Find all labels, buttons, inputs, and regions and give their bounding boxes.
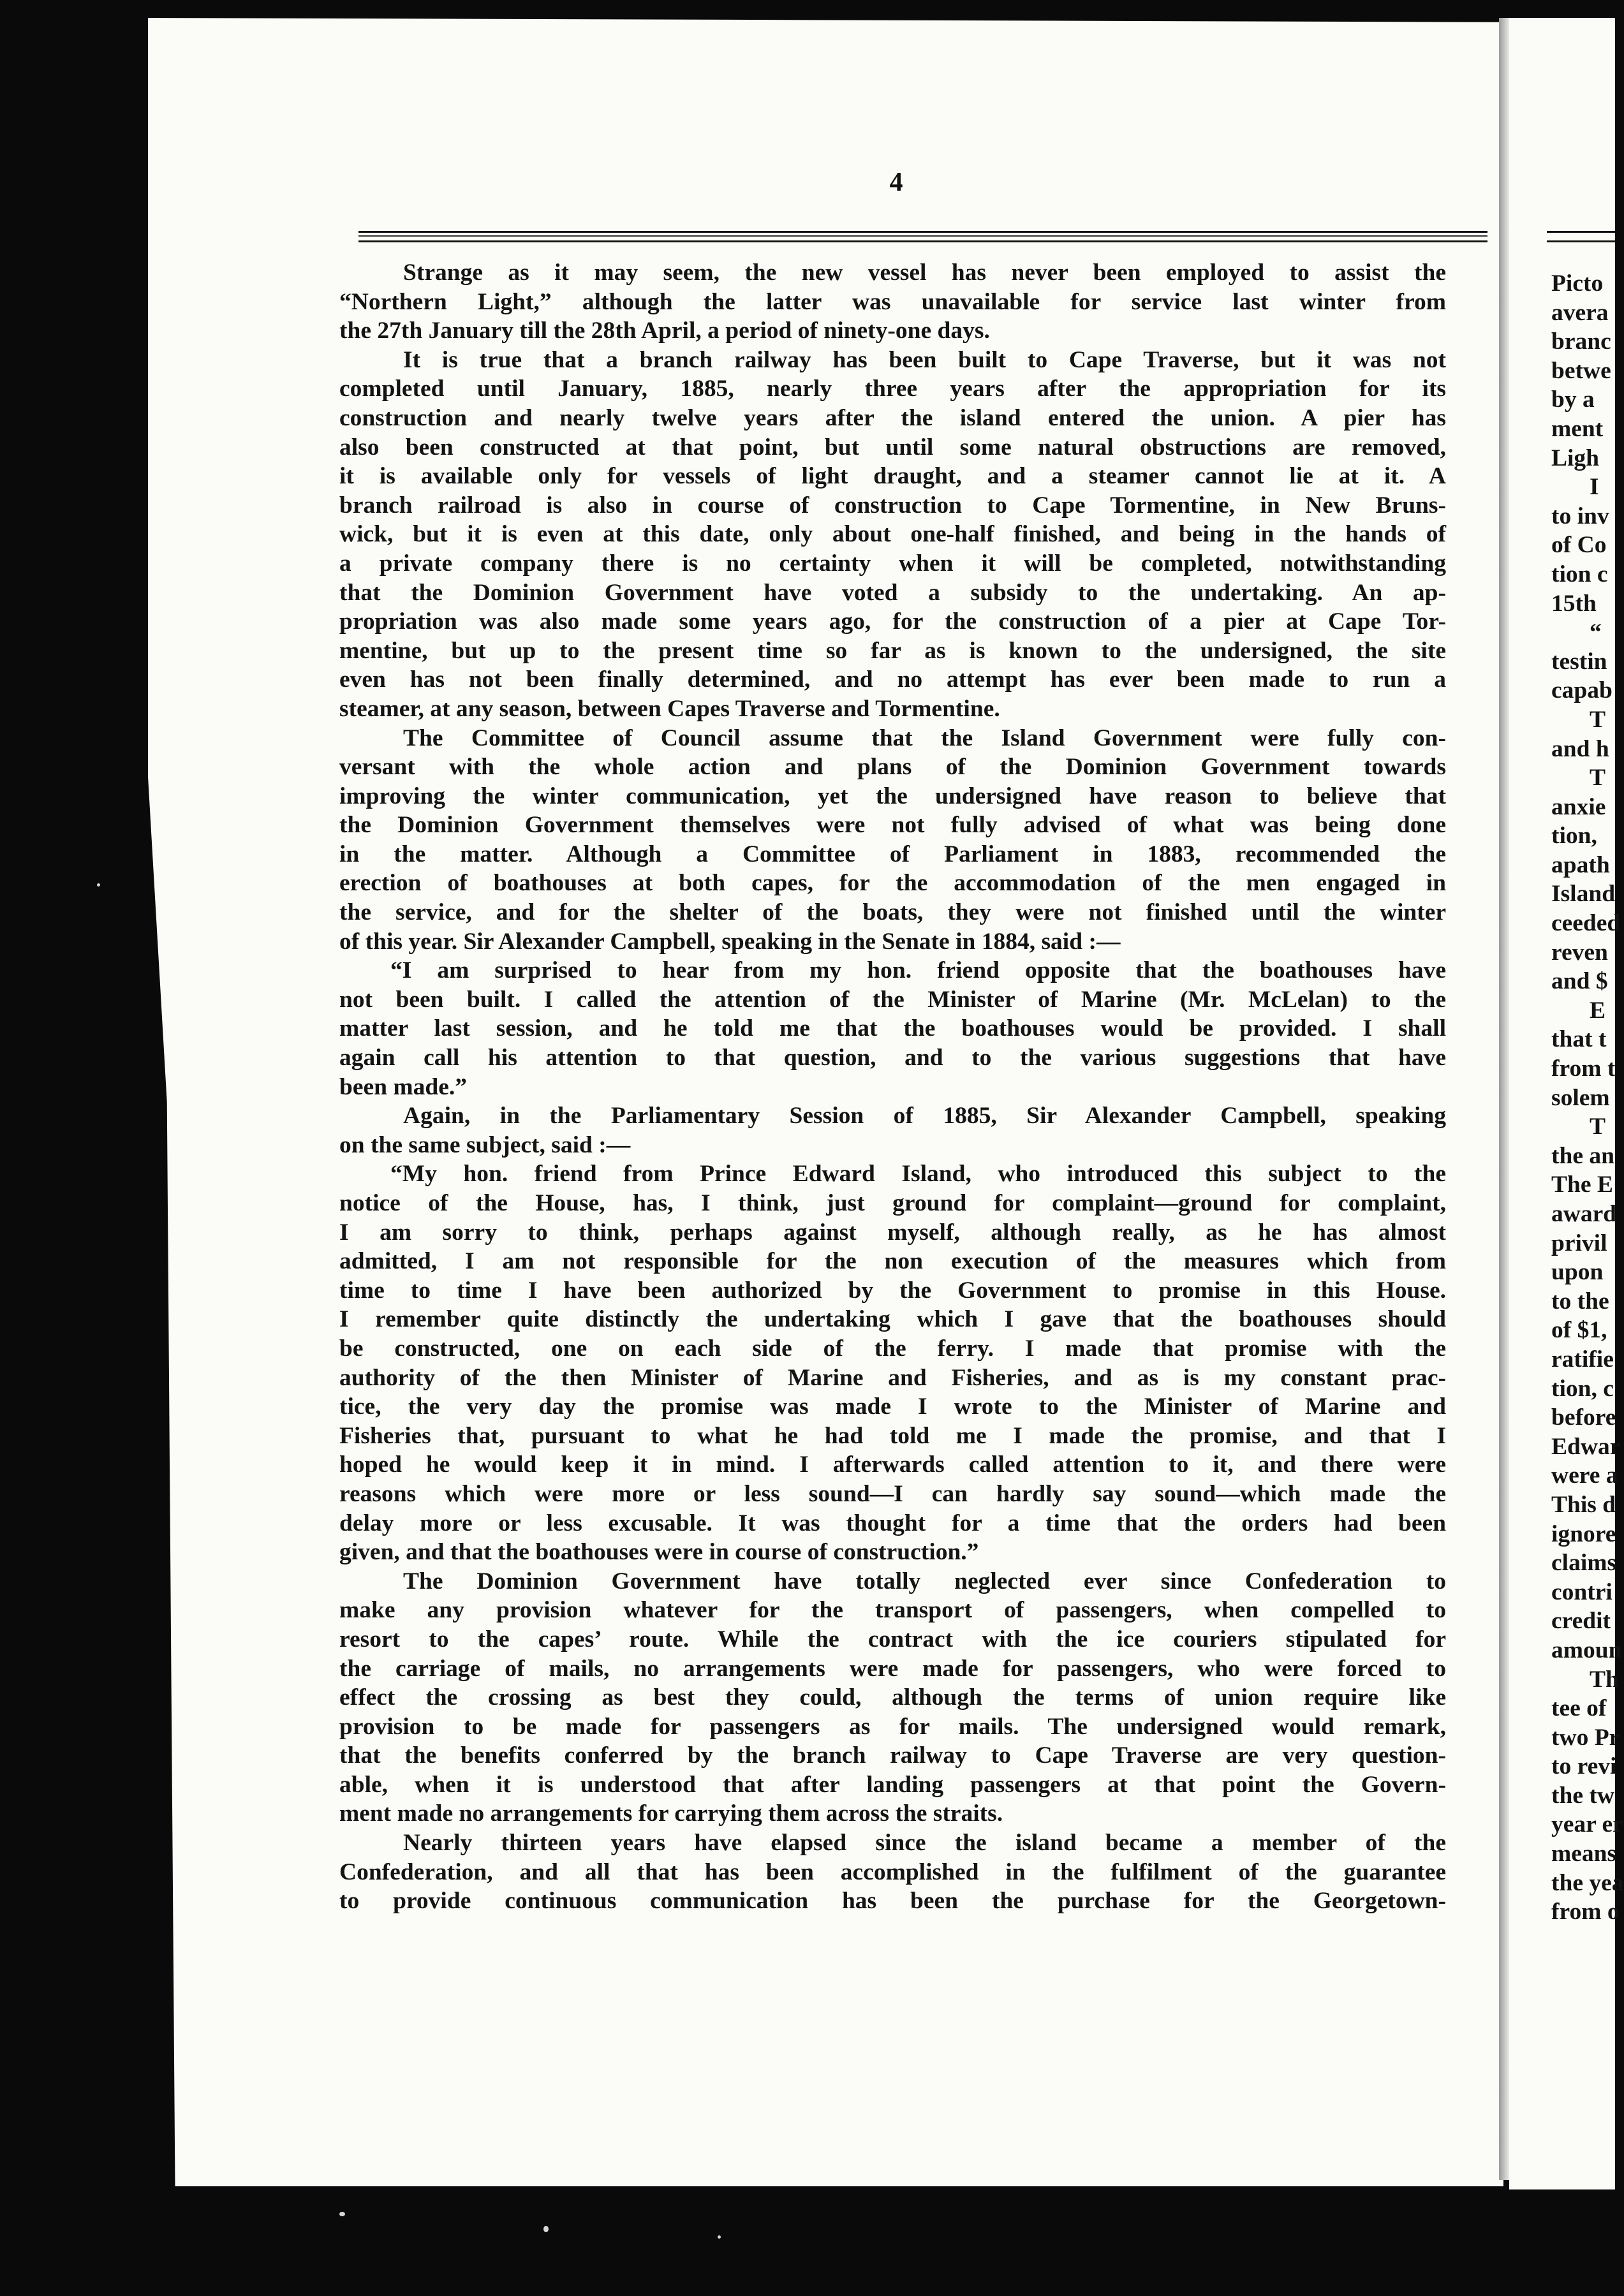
facing-page-text-line: of $1, — [1551, 1317, 1607, 1344]
main-text-column — [339, 258, 1446, 1916]
facing-page-text-line: solem — [1551, 1084, 1610, 1111]
body-text-line: a private company there is no certainty when it will be completed, notwithstanding — [339, 550, 1446, 577]
facing-page-text-line: betwe — [1551, 357, 1611, 384]
facing-page-text-column — [1551, 269, 1624, 1927]
facing-page-text-line: anxie — [1551, 793, 1606, 820]
body-text-line: it is available only for vessels of light draught, and a steamer cannot lie at it. A — [339, 463, 1446, 490]
body-text-line: not been built. I called the attention of the Minister of Marine (Mr. McLelan) to the — [339, 986, 1446, 1013]
body-text-line: construction and nearly twelve years after the island entered the union. A pier has — [339, 404, 1446, 431]
body-text-line: also been constructed at that point, but until some natural obstructions are removed, — [339, 434, 1446, 460]
body-text-line: branch railroad is also in course of construction to Cape Tormentine, in New Bruns- — [339, 492, 1446, 519]
facing-page-text-line: that t — [1551, 1026, 1607, 1053]
facing-page-text-line: ceeded — [1551, 910, 1621, 937]
body-text-line: mentine, but up to the present time so far as is known to the undersigned, the site — [339, 637, 1446, 664]
body-text-line: notice of the House, has, I think, just ground for complaint—ground for complaint, — [339, 1190, 1446, 1216]
body-text-line: steamer, at any season, between Capes Traverse and Tormentine. — [339, 695, 1000, 722]
body-text-line: the Dominion Government themselves were not fully advised of what was being done — [339, 812, 1446, 839]
facing-page-text-line: to revi — [1551, 1753, 1617, 1780]
facing-page-text-line: tee of — [1551, 1695, 1607, 1722]
facing-page-text-line: credit — [1551, 1608, 1611, 1635]
body-text-line: improving the winter communication, yet the undersigned have reason to believe that — [339, 783, 1446, 809]
facing-page-text-line: before — [1551, 1404, 1616, 1431]
facing-page-text-line: Picto — [1551, 270, 1604, 297]
facing-page-text-line: contri — [1551, 1578, 1613, 1605]
facing-page-text-line: and $ — [1551, 968, 1608, 995]
facing-page-text-line: year er — [1551, 1811, 1623, 1838]
facing-page-text-line: amoun — [1551, 1637, 1622, 1663]
facing-page-text-line: Island — [1551, 881, 1616, 908]
body-text-line: delay more or less excusable. It was thought for a time that the orders had been — [339, 1510, 1446, 1536]
facing-page-text-line: Edwar — [1551, 1433, 1621, 1460]
facing-page-text-line: means — [1551, 1841, 1617, 1867]
body-text-line: effect the crossing as best they could, although the terms of union require like — [339, 1684, 1446, 1711]
scan-speck — [718, 2235, 721, 2239]
facing-page-text-line: two Pr — [1551, 1724, 1620, 1751]
facing-page-text-line: ment — [1551, 415, 1604, 442]
body-text-line: “Northern Light,” although the latter was unavailable for service last winter from — [339, 288, 1446, 315]
facing-page-text-line: branc — [1551, 328, 1611, 355]
body-text-line: versant with the whole action and plans of the Dominion Government towards — [339, 754, 1446, 781]
facing-page-text-line: avera — [1551, 299, 1609, 326]
body-text-line: again call his attention to that question, and to the various suggestions that have — [339, 1045, 1446, 1071]
facing-page-text-line: This d — [1551, 1491, 1616, 1518]
body-text-line: “I am surprised to hear from my hon. friend opposite that the boathouses have — [390, 957, 1446, 984]
body-text-line: propriation was also made some years ago, for the construction of a pier at Cape Tor- — [339, 608, 1446, 635]
body-text-line: to provide continuous communication has been the purchase for the Georgetown- — [339, 1888, 1446, 1915]
body-text-line: the service, and for the shelter of the boats, they were not finished until the winter — [339, 899, 1446, 926]
body-text-line: resort to the capes’ route. While the contract with the ice couriers stipulated for — [339, 1626, 1446, 1652]
body-text-line: been made.” — [339, 1073, 467, 1100]
facing-page-text-line: the yea — [1551, 1869, 1624, 1896]
facing-page-text-line: capab — [1551, 677, 1613, 704]
body-text-line: wick, but it is even at this date, only about one-half finished, and being in the hands of — [339, 521, 1446, 548]
facing-page-text-line: from t — [1551, 1056, 1616, 1082]
facing-page-text-line: I — [1590, 474, 1599, 501]
facing-page-text-line: claims — [1551, 1550, 1617, 1577]
facing-page-text-line: tion c — [1551, 561, 1608, 587]
facing-page-text-line: the tw — [1551, 1782, 1614, 1809]
body-text-line: “My hon. friend from Prince Edward Island, who introduced this subject to the — [390, 1161, 1446, 1188]
body-text-line: It is true that a branch railway has been built to Cape Traverse, but it was not — [403, 346, 1446, 373]
body-text-line: ment made no arrangements for carrying them across the straits. — [339, 1800, 1003, 1827]
facing-page-text-line: upon — [1551, 1259, 1604, 1286]
facing-page-text-line: ratifie — [1551, 1346, 1614, 1372]
facing-page-text-line: from o — [1551, 1899, 1620, 1925]
facing-page-text-line: tion, c — [1551, 1375, 1614, 1402]
facing-page-text-line: reven — [1551, 939, 1608, 966]
body-text-line: given, and that the boathouses were in course of construction.” — [339, 1539, 979, 1566]
body-text-line: of this year. Sir Alexander Campbell, speaking in the Senate in 1884, said :— — [339, 928, 1121, 955]
body-text-line: completed until January, 1885, nearly three years after the appropriation for its — [339, 376, 1446, 402]
body-text-line: even has not been finally determined, and no attempt has ever been made to run a — [339, 666, 1446, 693]
scan-speck — [543, 2226, 549, 2232]
body-text-line: that the Dominion Government have voted a subsidy to the undertaking. An ap- — [339, 579, 1446, 606]
body-text-line: on the same subject, said :— — [339, 1131, 631, 1158]
body-text-line: that the benefits conferred by the branch railway to Cape Traverse are very question- — [339, 1742, 1446, 1769]
facing-page-text-line: to inv — [1551, 503, 1609, 529]
scan-speck — [97, 883, 100, 887]
body-text-line: I remember quite distinctly the undertaking which I gave that the boathouses should — [339, 1306, 1446, 1333]
header-rule — [358, 231, 1487, 242]
facing-page-text-line: to the — [1551, 1288, 1609, 1314]
facing-page-text-line: T — [1590, 706, 1606, 733]
body-text-line: time to time I have been authorized by the Government to promise in this House. — [339, 1277, 1446, 1304]
body-text-line: Again, in the Parliamentary Session of 1885, Sir Alexander Campbell, speaking — [403, 1103, 1446, 1130]
facing-page-text-line: and h — [1551, 735, 1609, 762]
facing-page-text-line: were a — [1551, 1462, 1618, 1489]
body-text-line: hoped he would keep it in mind. I afterwards called attention to it, and there were — [339, 1452, 1446, 1478]
body-text-line: authority of the then Minister of Marine and Fisheries, and as is my constant prac- — [339, 1364, 1446, 1391]
facing-page-header-rule — [1547, 231, 1615, 242]
body-text-line: Nearly thirteen years have elapsed since the island became a member of the — [403, 1830, 1446, 1857]
body-text-line: tice, the very day the promise was made I wrote to the Minister of Marine and — [339, 1394, 1446, 1420]
body-text-line: Confederation, and all that has been accomplished in the fulfilment of the guarantee — [339, 1858, 1446, 1885]
facing-page-text-line: “ — [1590, 619, 1602, 646]
facing-page-text-line: by a — [1551, 386, 1595, 413]
facing-page-text-line: privil — [1551, 1230, 1607, 1256]
facing-page-text-line: Ligh — [1551, 445, 1600, 471]
body-text-line: make any provision whatever for the transport of passengers, when compelled to — [339, 1597, 1446, 1624]
facing-page-text-line: The E — [1551, 1172, 1613, 1198]
body-text-line: provision to be made for passengers as for mails. The undersigned would remark, — [339, 1713, 1446, 1740]
scan-speck — [339, 2212, 345, 2216]
body-text-line: matter last session, and he told me that the boathouses would be provided. I shall — [339, 1015, 1446, 1042]
facing-page-text-line: T — [1590, 1114, 1606, 1140]
body-text-line: The Committee of Council assume that the Island Government were fully con- — [403, 725, 1446, 751]
body-text-line: Fisheries that, pursuant to what he had told me I made the promise, and that I — [339, 1422, 1446, 1449]
facing-page-text-line: ignore — [1551, 1520, 1616, 1547]
facing-page-text-line: testin — [1551, 648, 1607, 675]
body-text-line: the carriage of mails, no arrangements were made for passengers, who were forced to — [339, 1655, 1446, 1682]
facing-page-text-line: of Co — [1551, 532, 1607, 559]
body-text-line: The Dominion Government have totally neglected ever since Confederation to — [403, 1568, 1446, 1594]
facing-page-text-line: Th — [1590, 1666, 1619, 1693]
facing-page-text-line: T — [1590, 765, 1606, 791]
body-text-line: able, when it is understood that after landing passengers at that point the Govern- — [339, 1771, 1446, 1798]
body-text-line: the 27th January till the 28th April, a period of ninety-one days. — [339, 318, 990, 344]
body-text-line: Strange as it may seem, the new vessel has never been employed to assist the — [403, 260, 1446, 286]
facing-page-text-line: the an — [1551, 1142, 1614, 1169]
body-text-line: I am sorry to think, perhaps against myself, although really, as he has almost — [339, 1219, 1446, 1246]
body-text-line: erection of boathouses at both capes, for the accommodation of the men engaged in — [339, 870, 1446, 897]
facing-page-text-line: E — [1590, 997, 1606, 1024]
facing-page-text-line: 15th — [1551, 590, 1597, 617]
facing-page-text-line: apath — [1551, 851, 1610, 878]
page-gutter — [1499, 18, 1509, 2180]
facing-page-text-line: award — [1551, 1201, 1617, 1227]
page-number: 4 — [889, 168, 903, 197]
body-text-line: admitted, I am not responsible for the non execution of the measures which from — [339, 1248, 1446, 1275]
body-text-line: in the matter. Although a Committee of Parliament in 1883, recommended the — [339, 841, 1446, 867]
facing-page-text-line: tion, — [1551, 823, 1597, 850]
body-text-line: reasons which were more or less sound—I can hardly say sound—which made the — [339, 1480, 1446, 1507]
body-text-line: be constructed, one on each side of the ferry. I made that promise with the — [339, 1335, 1446, 1362]
